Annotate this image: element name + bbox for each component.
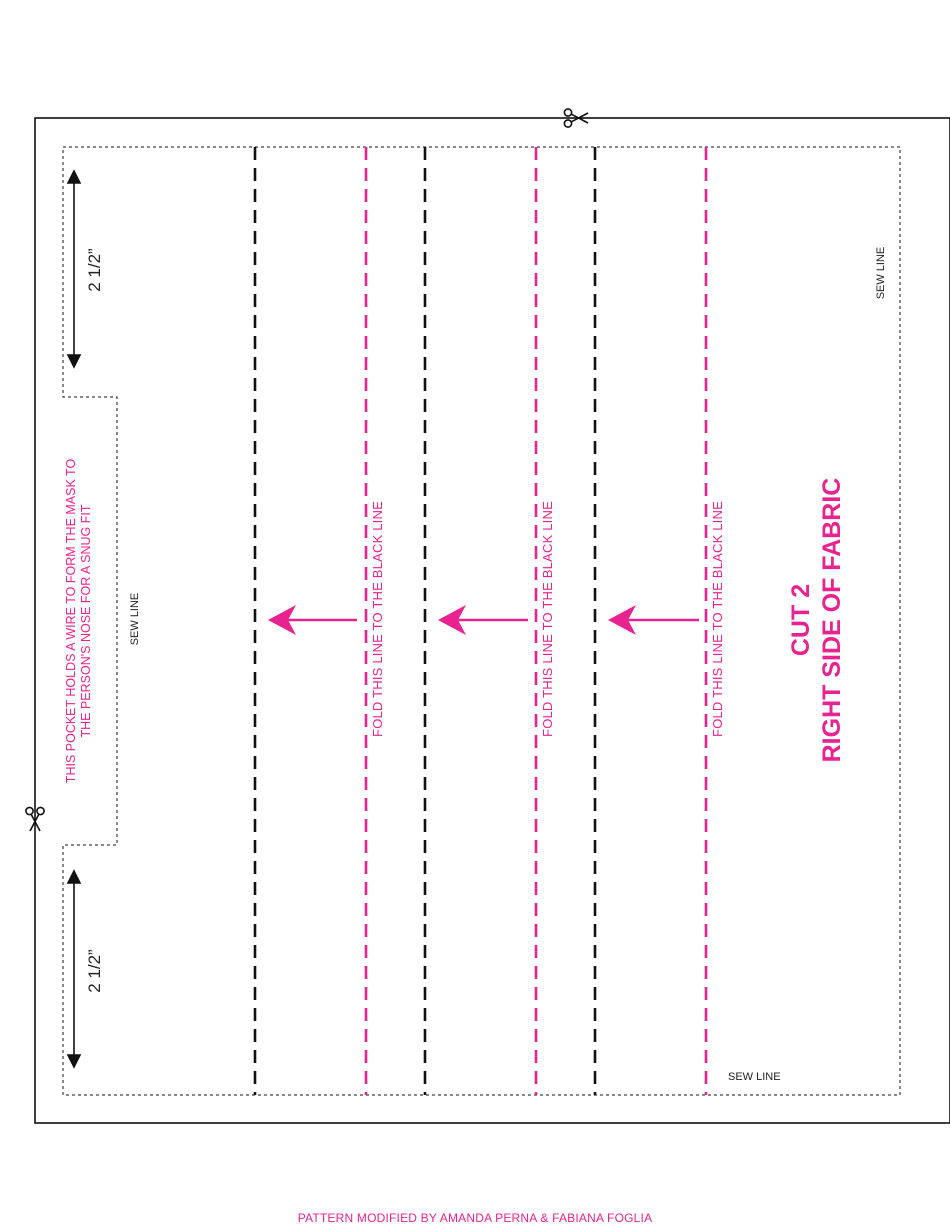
fold-instruction-1: FOLD THIS LINE TO THE BLACK LINE bbox=[370, 501, 385, 737]
sew-line-label-left: SEW LINE bbox=[129, 592, 141, 646]
dimension-label-bottom: 2 1/2” bbox=[85, 949, 104, 993]
pocket-note-line-1: THIS POCKET HOLDS A WIRE TO FORM THE MASK TO bbox=[64, 458, 78, 784]
dimension-arrow-icon bbox=[68, 171, 80, 367]
dimension-label-top: 2 1/2” bbox=[85, 248, 104, 292]
pocket-note-line-2: THE PERSON'S NOSE FOR A SNUG FIT bbox=[79, 504, 93, 738]
cut-count: CUT 2 bbox=[787, 583, 815, 657]
fold-arrow-icon bbox=[268, 605, 357, 635]
fold-instruction-3: FOLD THIS LINE TO THE BLACK LINE bbox=[710, 501, 725, 737]
cut-instructions bbox=[786, 470, 850, 770]
fabric-side: RIGHT SIDE OF FABRIC bbox=[818, 477, 846, 763]
sew-line-label-right: SEW LINE bbox=[875, 246, 887, 300]
footer-credit: PATTERN MODIFIED BY AMANDA PERNA & FABIANA FOGLIA bbox=[297, 1211, 653, 1225]
fold-arrow-icon bbox=[438, 605, 528, 635]
fold-arrow-icon bbox=[608, 605, 699, 635]
sew-line-label-bottom: SEW LINE bbox=[728, 1071, 781, 1083]
fold-instruction-2: FOLD THIS LINE TO THE BLACK LINE bbox=[540, 501, 555, 737]
pocket-note bbox=[64, 451, 96, 791]
dimension-arrow-icon bbox=[68, 871, 80, 1067]
